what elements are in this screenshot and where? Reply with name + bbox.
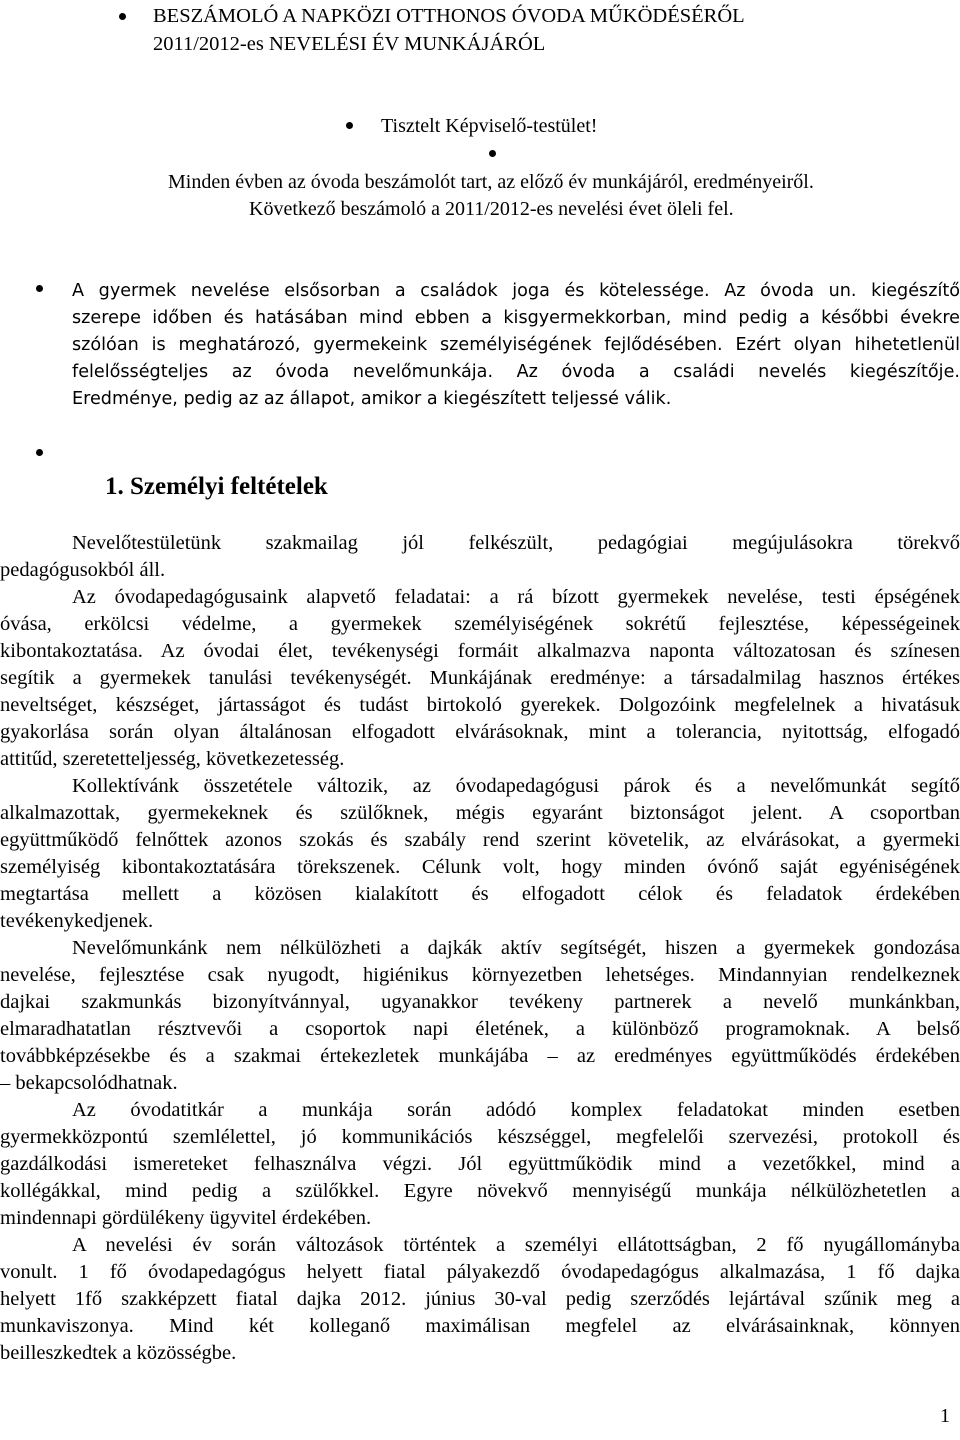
body-line: tevékenykedjenek. [0,910,154,932]
body-line: pedagógusokból áll. [0,559,166,581]
body-line: Az óvodapedagógusaink alapvető feladatai: a rá bízott gyermekek nevelése, testi épségének [72,586,960,608]
body-line: továbbképzésekbe és a szakmai értekezletek munkájába – az eredményes együttműködés érdekében [0,1045,960,1067]
body-line: Az óvodatitkár a munkája során adódó komplex feladatokat minden esetben [72,1099,960,1121]
body-line: Kollektívánk összetétele változik, az óvodapedagógusi párok és a nevelőmunkát segítő [72,775,960,797]
body-line: beilleszkedtek a közösségbe. [0,1342,237,1364]
body-line: kibontakoztatása. Az óvodai élet, tevékenységi formáit alkalmazva naponta változatosan és színesen [0,640,960,662]
body-line: gazdálkodási ismereteket felhasználva végzi. Jól együttműködik mind a vezetőkkel, mind a [0,1153,960,1175]
body-line: óvása, erkölcsi védelme, a gyermekek személyiségének sokrétű fejlesztése, képességeinek [0,613,960,635]
intro-line-2: Következő beszámoló a 2011/2012-es nevelési évet öleli fel. [249,198,734,220]
body-line: nevelése, fejlesztése csak nyugodt, higiénikus környezetben lehetséges. Mindannyian rendelkeznek [0,964,960,986]
bullet-icon [119,13,126,20]
intro-line-1: Minden évben az óvoda beszámolót tart, az előző év munkájáról, eredményeiről. [168,171,814,193]
body-line: alkalmazottak, gyermekeknek és szülőknek, mégis egyaránt biztonságot jelent. A csoportban [0,802,960,824]
summary-line: A gyermek nevelése elsősorban a családok joga és kötelessége. Az óvoda un. kiegészítő [72,281,960,301]
bullet-icon [36,285,43,292]
title-line-1: BESZÁMOLÓ A NAPKÖZI OTTHONOS ÓVODA MŰKÖDÉSÉRŐL [153,5,745,27]
body-line: megtartása mellett a közösen kialakított és elfogadott célok és feladatok érdekében [0,883,960,905]
body-line: munkaviszonya. Mind két kolleganő maximálisan megfelel az elvárásainknak, könnyen [0,1315,960,1337]
summary-line: Eredménye, pedig az az állapot, amikor a kiegészített teljessé válik. [72,389,672,409]
page-number: 1 [940,1405,950,1427]
body-line: Nevelőtestületünk szakmailag jól felkészült, pedagógiai megújulásokra törekvő [72,532,960,554]
body-line: gyermekközpontú szemlélettel, jó kommunikációs készséggel, megfelelői szervezési, protokoll és [0,1126,960,1148]
section-heading: 1. Személyi feltételek [105,473,328,500]
body-line: vonult. 1 fő óvodapedagógus helyett fiatal pályakezdő óvodapedagógus alkalmazása, 1 fő dajka [0,1261,960,1283]
summary-line: szólóan is meghatározó, gyermekeink személyiségének fejlődésében. Ezért olyan hihetetlenül [72,335,960,355]
summary-line: szerepe időben és hatásában mind ebben a kisgyermekkorban, mind pedig a későbbi évekre [72,308,960,328]
body-line: helyett 1fő szakképzett fiatal dajka 2012. június 30-val pedig szerződés lejártával szűnik meg a [0,1288,960,1310]
body-line: személyiség kibontakoztatására törekszenek. Célunk volt, hogy minden óvónő saját egyéniségének [0,856,960,878]
document-title [153,2,745,58]
body-line: dajkai szakmunkás bizonyítvánnyal, ugyanakkor tevékeny partnerek a nevelő munkánkban, [0,991,960,1013]
body-line: Nevelőmunkánk nem nélkülözheti a dajkák aktív segítségét, hiszen a gyermekek gondozása [72,937,960,959]
body-line: A nevelési év során változások történtek a személyi ellátottságban, 2 fő nyugállományba [72,1234,960,1256]
bullet-icon [36,449,43,456]
bullet-icon [489,150,496,157]
body-line: – bekapcsolódhatnak. [0,1072,178,1094]
body-line: együttműködő felnőttek azonos szokás és szabály rend szerint követelik, az elvárásokat, a gyermeki [0,829,960,851]
body-line: neveltséget, készséget, jártasságot és tudást birtokoló gyerekek. Dolgozóink megfelelnek a hivatásuk [0,694,960,716]
body-line: attitűd, szeretetteljesség, következetesség. [0,748,345,770]
body-line: elmaradhatatlan résztvevői a csoportok napi életének, a különböző programoknak. A belső [0,1018,960,1040]
bullet-icon [346,122,353,129]
body-line: kollégákkal, mind pedig a szülőkkel. Egyre növekvő mennyiségű munkája nélkülözhetetlen a [0,1180,960,1202]
body-line: gyakorlása során olyan általánosan elfogadott elvárásoknak, mint a tolerancia, nyitottság, elfogadó [0,721,960,743]
body-line: segítik a gyermekek tanulási tevékenységét. Munkájának eredménye: a társadalmilag hasznos értékes [0,667,960,689]
greeting: Tisztelt Képviselő-testület! [381,115,598,137]
body-line: mindennapi gördülékeny ügyvitel érdekében. [0,1207,372,1229]
title-line-2: 2011/2012-es NEVELÉSI ÉV MUNKÁJÁRÓL [153,33,546,55]
summary-line: felelősségteljes az óvoda nevelőmunkája. Az óvoda a családi nevelés kiegészítője. [72,362,960,382]
